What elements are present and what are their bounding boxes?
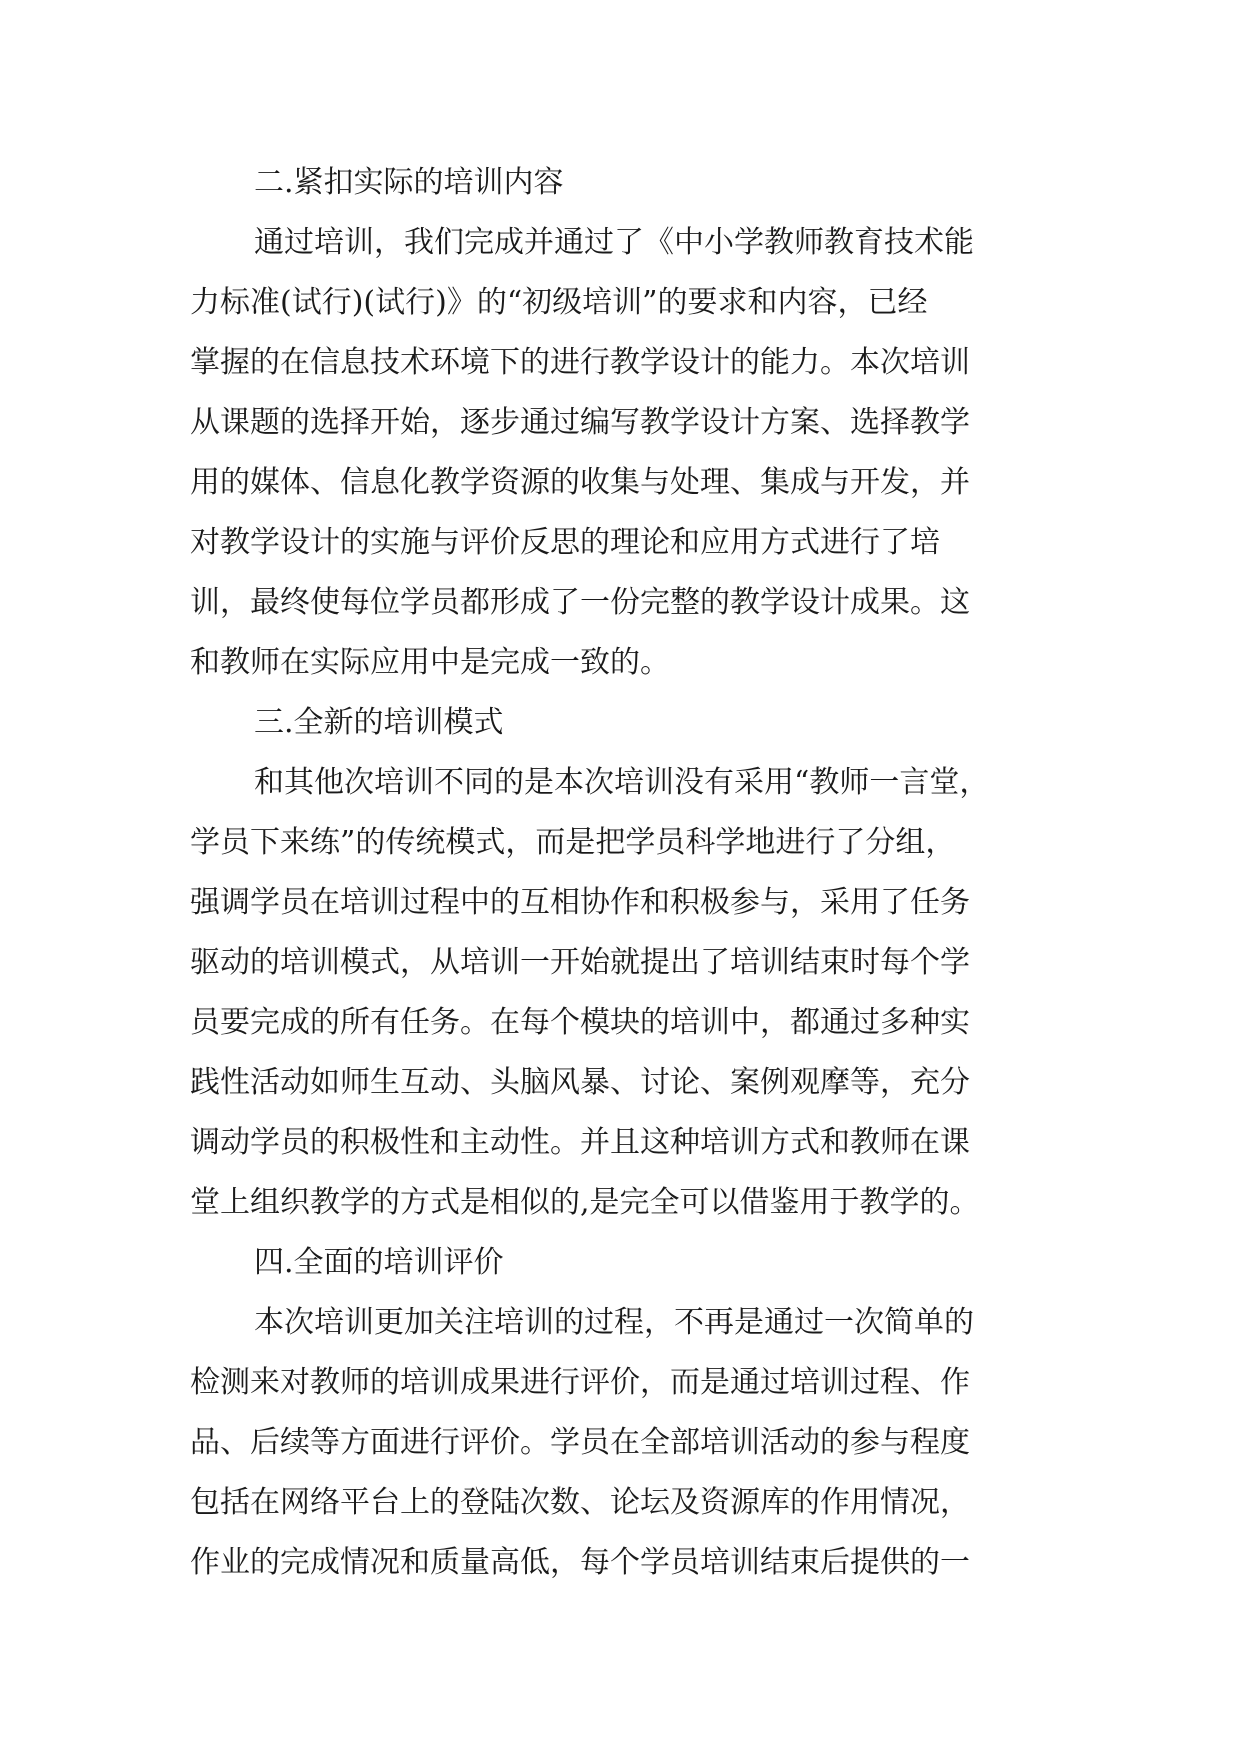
paragraph-line: 强调学员在培训过程中的互相协作和积极参与，采用了任务 [190, 885, 970, 920]
section-heading: 三.全新的培训模式 [254, 705, 504, 740]
paragraph-line: 训，最终使每位学员都形成了一份完整的教学设计成果。这 [190, 585, 970, 620]
section-heading: 二.紧扣实际的培训内容 [254, 165, 564, 200]
paragraph-line: 本次培训更加关注培训的过程，不再是通过一次简单的 [254, 1305, 974, 1340]
paragraph-line: 通过培训，我们完成并通过了《中小学教师教育技术能 [254, 225, 974, 260]
section-heading: 四.全面的培训评价 [254, 1245, 504, 1280]
paragraph-line: 驱动的培训模式，从培训一开始就提出了培训结束时每个学 [190, 945, 970, 980]
paragraph-line: 和其他次培训不同的是本次培训没有采用“教师一言堂， [254, 765, 990, 800]
paragraph-line: 掌握的在信息技术环境下的进行教学设计的能力。本次培训 [190, 345, 970, 380]
paragraph-line: 调动学员的积极性和主动性。并且这种培训方式和教师在课 [190, 1125, 970, 1160]
paragraph-line: 力标准(试行)(试行)》的“初级培训”的要求和内容，已经 [190, 285, 928, 320]
paragraph-line: 从课题的选择开始，逐步通过编写教学设计方案、选择教学 [190, 405, 970, 440]
paragraph-line: 检测来对教师的培训成果进行评价，而是通过培训过程、作 [190, 1365, 970, 1400]
paragraph-line: 堂上组织教学的方式是相似的,是完全可以借鉴用于教学的。 [190, 1185, 980, 1220]
paragraph-line: 践性活动如师生互动、头脑风暴、讨论、案例观摩等，充分 [190, 1065, 970, 1100]
paragraph-line: 对教学设计的实施与评价反思的理论和应用方式进行了培 [190, 525, 940, 560]
paragraph-line: 和教师在实际应用中是完成一致的。 [190, 645, 670, 680]
paragraph-line: 学员下来练”的传统模式，而是把学员科学地进行了分组， [190, 825, 956, 860]
paragraph-line: 员要完成的所有任务。在每个模块的培训中，都通过多种实 [190, 1005, 970, 1040]
paragraph-line: 作业的完成情况和质量高低，每个学员培训结束后提供的一 [190, 1545, 970, 1580]
paragraph-line: 包括在网络平台上的登陆次数、论坛及资源库的作用情况， [190, 1485, 970, 1520]
paragraph-line: 用的媒体、信息化教学资源的收集与处理、集成与开发，并 [190, 465, 970, 500]
paragraph-line: 品、后续等方面进行评价。学员在全部培训活动的参与程度 [190, 1425, 970, 1460]
